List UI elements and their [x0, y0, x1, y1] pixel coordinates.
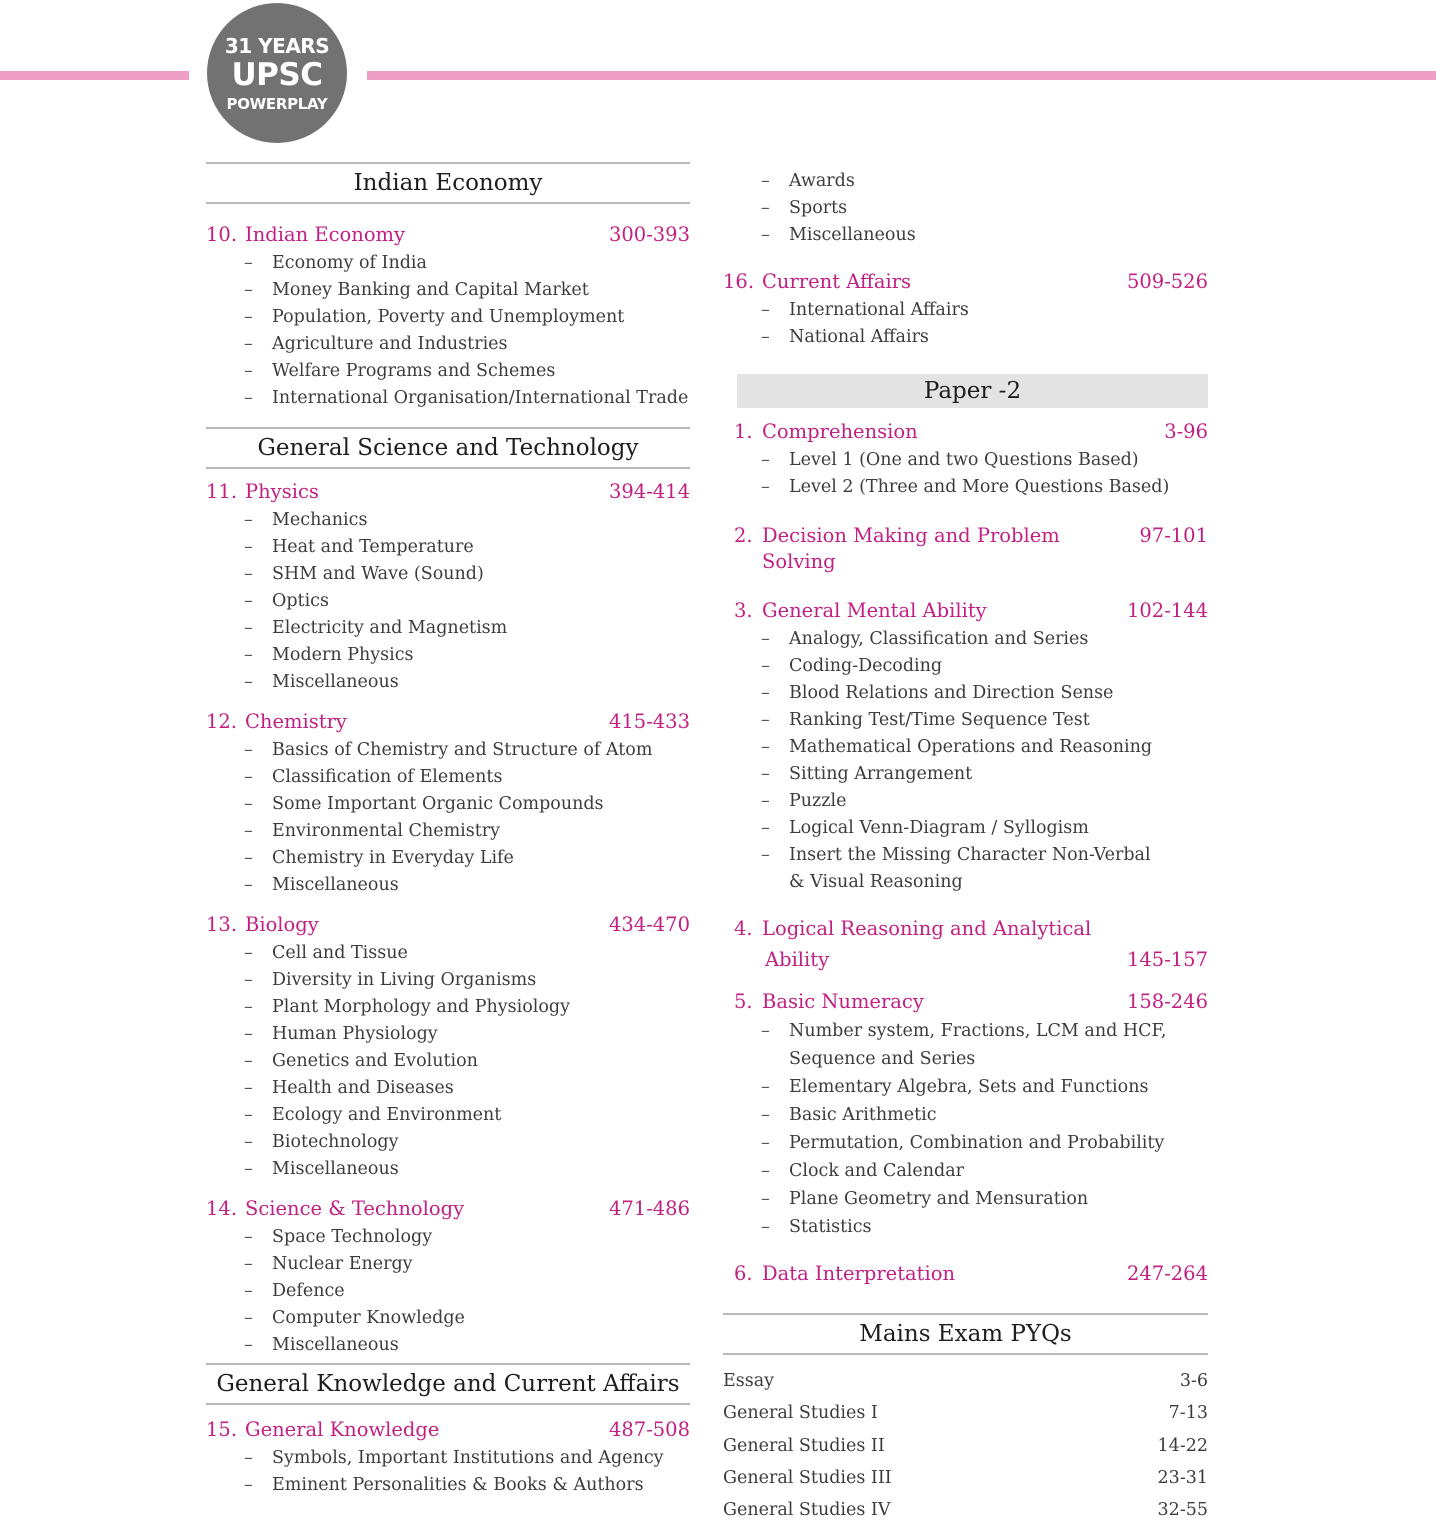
subtopic-list: [206, 250, 690, 412]
chapter-number: 4.: [734, 917, 753, 940]
subtopic: – Mathematical Operations and Reasoning: [723, 734, 1208, 761]
chapter-entry[interactable]: [206, 222, 690, 248]
header-stripe-left: [0, 71, 189, 80]
chapter-entry[interactable]: [734, 598, 1208, 624]
subtopic: – SHM and Wave (Sound): [206, 561, 690, 588]
chapter-entry[interactable]: [734, 916, 1208, 942]
subtopic: – Modern Physics: [206, 642, 690, 669]
subtopic: – National Affairs: [723, 324, 1208, 351]
subtopic: – Permutation, Combination and Probability: [723, 1129, 1208, 1157]
subtopic: – Clock and Calendar: [723, 1157, 1208, 1185]
section-heading: General Knowledge and Current Affairs: [206, 1363, 690, 1405]
chapter-entry[interactable]: [206, 709, 690, 735]
subtopic: – Agriculture and Industries: [206, 331, 690, 358]
subtopic-list: [206, 1445, 690, 1499]
subtopic: – Electricity and Magnetism: [206, 615, 690, 642]
mains-pages: 32-55: [1157, 1500, 1208, 1521]
subtopic-continuation: Sequence and Series: [789, 1049, 976, 1069]
badge-line-1: 31 YEARS: [224, 34, 330, 58]
chapter-title: Indian Economy: [245, 223, 406, 246]
chapter-pages: 434-470: [608, 913, 690, 936]
subtopic: – Puzzle: [723, 788, 1208, 815]
chapter-title: General Knowledge: [245, 1418, 440, 1441]
subtopic: – Insert the Missing Character Non-Verbal: [723, 842, 1208, 869]
mains-entry[interactable]: [723, 1494, 1208, 1526]
chapter-number: 1.: [734, 420, 753, 443]
mains-entry[interactable]: [723, 1430, 1208, 1462]
subtopic: – Health and Diseases: [206, 1075, 690, 1102]
subtopic: – Awards: [723, 168, 1208, 195]
subtopic: – Optics: [206, 588, 690, 615]
chapter-entry[interactable]: [206, 1196, 690, 1222]
chapter-title: Comprehension: [762, 420, 918, 443]
chapter-entry[interactable]: [734, 1261, 1208, 1287]
chapter-title: Biology: [245, 913, 319, 936]
chapter-pages: 394-414: [608, 480, 690, 503]
chapter-pages: 487-508: [608, 1418, 690, 1441]
subtopic: – Statistics: [723, 1213, 1208, 1241]
subtopic-list: [206, 507, 690, 696]
subtopic: – Symbols, Important Institutions and Agency: [206, 1445, 690, 1472]
chapter-pages: 415-433: [608, 710, 690, 733]
subtopic: – Money Banking and Capital Market: [206, 277, 690, 304]
subtopic: – Plane Geometry and Mensuration: [723, 1185, 1208, 1213]
subtopic: – Sports: [723, 195, 1208, 222]
chapter-pages: 247-264: [1126, 1262, 1208, 1285]
subtopic: – Human Physiology: [206, 1021, 690, 1048]
subtopic: – Miscellaneous: [723, 222, 1208, 249]
mains-label: General Studies I: [723, 1403, 878, 1424]
subtopic: – Nuclear Energy: [206, 1251, 690, 1278]
subtopic: – Plant Morphology and Physiology: [206, 994, 690, 1021]
chapter-pages: 471-486: [608, 1197, 690, 1220]
subtopic: – Eminent Personalities & Books & Authors: [206, 1472, 690, 1499]
chapter-title-continued: Ability: [765, 948, 830, 971]
mains-entry[interactable]: [723, 1397, 1208, 1429]
subtopic-list: [723, 168, 1208, 249]
subtopic: – Chemistry in Everyday Life: [206, 845, 690, 872]
chapter-number: 14.: [206, 1197, 238, 1220]
chapter-title: Physics: [245, 480, 319, 503]
subtopic: – Computer Knowledge: [206, 1305, 690, 1332]
mains-label: General Studies III: [723, 1467, 892, 1488]
chapter-entry[interactable]: [734, 989, 1208, 1015]
chapter-title: Chemistry: [245, 710, 347, 733]
chapter-entry[interactable]: [723, 269, 1208, 295]
subtopic-list: [723, 297, 1208, 351]
subtopic: – International Organisation/International Trade: [206, 385, 690, 412]
mains-heading: Mains Exam PYQs: [723, 1313, 1208, 1355]
subtopic: – Basics of Chemistry and Structure of Atom: [206, 737, 690, 764]
subtopic: – Economy of India: [206, 250, 690, 277]
chapter-entry[interactable]: [206, 479, 690, 505]
paper-2-heading: Paper -2: [737, 374, 1208, 408]
subtopic-list: [206, 737, 690, 899]
mains-pages: 23-31: [1157, 1467, 1208, 1488]
mains-pages: 3-6: [1179, 1371, 1208, 1391]
subtopic: – Coding-Decoding: [723, 653, 1208, 680]
subtopic: – International Affairs: [723, 297, 1208, 324]
chapter-title: Science & Technology: [245, 1197, 465, 1220]
subtopic-list: [206, 1224, 690, 1359]
chapter-title: Basic Numeracy: [762, 990, 924, 1013]
badge-line-3: POWERPLAY: [226, 95, 328, 113]
chapter-title: Data Interpretation: [762, 1262, 956, 1285]
chapter-number: 5.: [734, 990, 753, 1013]
mains-pages: 14-22: [1157, 1435, 1208, 1456]
chapter-pages: 97-101: [1139, 524, 1208, 547]
subtopic-continuation: & Visual Reasoning: [789, 872, 963, 892]
subtopic: – Heat and Temperature: [206, 534, 690, 561]
subtopic: – Mechanics: [206, 507, 690, 534]
subtopic: – Miscellaneous: [206, 1156, 690, 1183]
chapter-number: 16.: [723, 270, 755, 293]
chapter-number: 2.: [734, 524, 753, 547]
chapter-number: 12.: [206, 710, 238, 733]
mains-pages: 7-13: [1168, 1403, 1208, 1424]
chapter-pages: 158-246: [1126, 990, 1208, 1013]
mains-entry[interactable]: [723, 1462, 1208, 1494]
mains-label: General Studies IV: [723, 1500, 891, 1521]
subtopic: – Number system, Fractions, LCM and HCF,: [723, 1017, 1208, 1045]
subtopic: – Biotechnology: [206, 1129, 690, 1156]
subtopic: – Ranking Test/Time Sequence Test: [723, 707, 1208, 734]
mains-label: General Studies II: [723, 1435, 885, 1456]
chapter-number: 11.: [206, 480, 238, 503]
chapter-title: General Mental Ability: [762, 599, 987, 622]
chapter-number: 6.: [734, 1262, 753, 1285]
subtopic-list: [206, 940, 690, 1183]
chapter-number: 15.: [206, 1418, 238, 1441]
section-heading: General Science and Technology: [206, 427, 690, 469]
subtopic: – Population, Poverty and Unemployment: [206, 304, 690, 331]
subtopic: – Miscellaneous: [206, 669, 690, 696]
subtopic: – Sitting Arrangement: [723, 761, 1208, 788]
subtopic: – Logical Venn-Diagram / Syllogism: [723, 815, 1208, 842]
subtopic: – Welfare Programs and Schemes: [206, 358, 690, 385]
header-stripe-right: [367, 71, 1436, 80]
subtopic: – Miscellaneous: [206, 872, 690, 899]
subtopic: – Analogy, Classification and Series: [723, 626, 1208, 653]
chapter-entry[interactable]: [206, 1417, 690, 1443]
subtopic: – Basic Arithmetic: [723, 1101, 1208, 1129]
subtopic: – Miscellaneous: [206, 1332, 690, 1359]
chapter-number: 13.: [206, 913, 238, 936]
chapter-number: 10.: [206, 223, 238, 246]
subtopic-list: [723, 1017, 1208, 1241]
subtopic: – Blood Relations and Direction Sense: [723, 680, 1208, 707]
subtopic: – Some Important Organic Compounds: [206, 791, 690, 818]
toc-left-column: [206, 162, 690, 1499]
subtopic: – Genetics and Evolution: [206, 1048, 690, 1075]
chapter-entry[interactable]: [734, 419, 1208, 445]
chapter-title: Decision Making and Problem Solving: [762, 524, 1060, 573]
subtopic: – Level 1 (One and two Questions Based): [723, 447, 1208, 474]
chapter-number: 3.: [734, 599, 753, 622]
chapter-pages: 145-157: [1126, 948, 1208, 971]
subtopic: – Environmental Chemistry: [206, 818, 690, 845]
chapter-pages: 509-526: [1126, 270, 1208, 293]
chapter-pages: 3-96: [1164, 420, 1208, 443]
chapter-pages: 102-144: [1126, 599, 1208, 622]
mains-label: Essay: [723, 1371, 775, 1391]
chapter-title: Current Affairs: [762, 270, 912, 293]
chapter-pages: 300-393: [608, 223, 690, 246]
toc-right-column: [723, 168, 1208, 1526]
subtopic-list: [723, 626, 1208, 896]
mains-entry[interactable]: [723, 1365, 1208, 1397]
subtopic-list: [723, 447, 1208, 501]
chapter-entry[interactable]: [206, 912, 690, 938]
chapter-entry-continued[interactable]: [734, 947, 1208, 973]
subtopic: – Defence: [206, 1278, 690, 1305]
subtopic: – Cell and Tissue: [206, 940, 690, 967]
upsc-badge-logo: [207, 3, 347, 143]
subtopic: – Classification of Elements: [206, 764, 690, 791]
subtopic: – Space Technology: [206, 1224, 690, 1251]
chapter-title: Logical Reasoning and Analytical: [762, 917, 1092, 940]
subtopic: – Ecology and Environment: [206, 1102, 690, 1129]
subtopic: – Diversity in Living Organisms: [206, 967, 690, 994]
subtopic: – Level 2 (Three and More Questions Based): [723, 474, 1208, 501]
section-heading: Indian Economy: [206, 162, 690, 204]
badge-line-2: UPSC: [231, 57, 323, 93]
chapter-entry[interactable]: [734, 523, 1208, 575]
subtopic: – Elementary Algebra, Sets and Functions: [723, 1073, 1208, 1101]
